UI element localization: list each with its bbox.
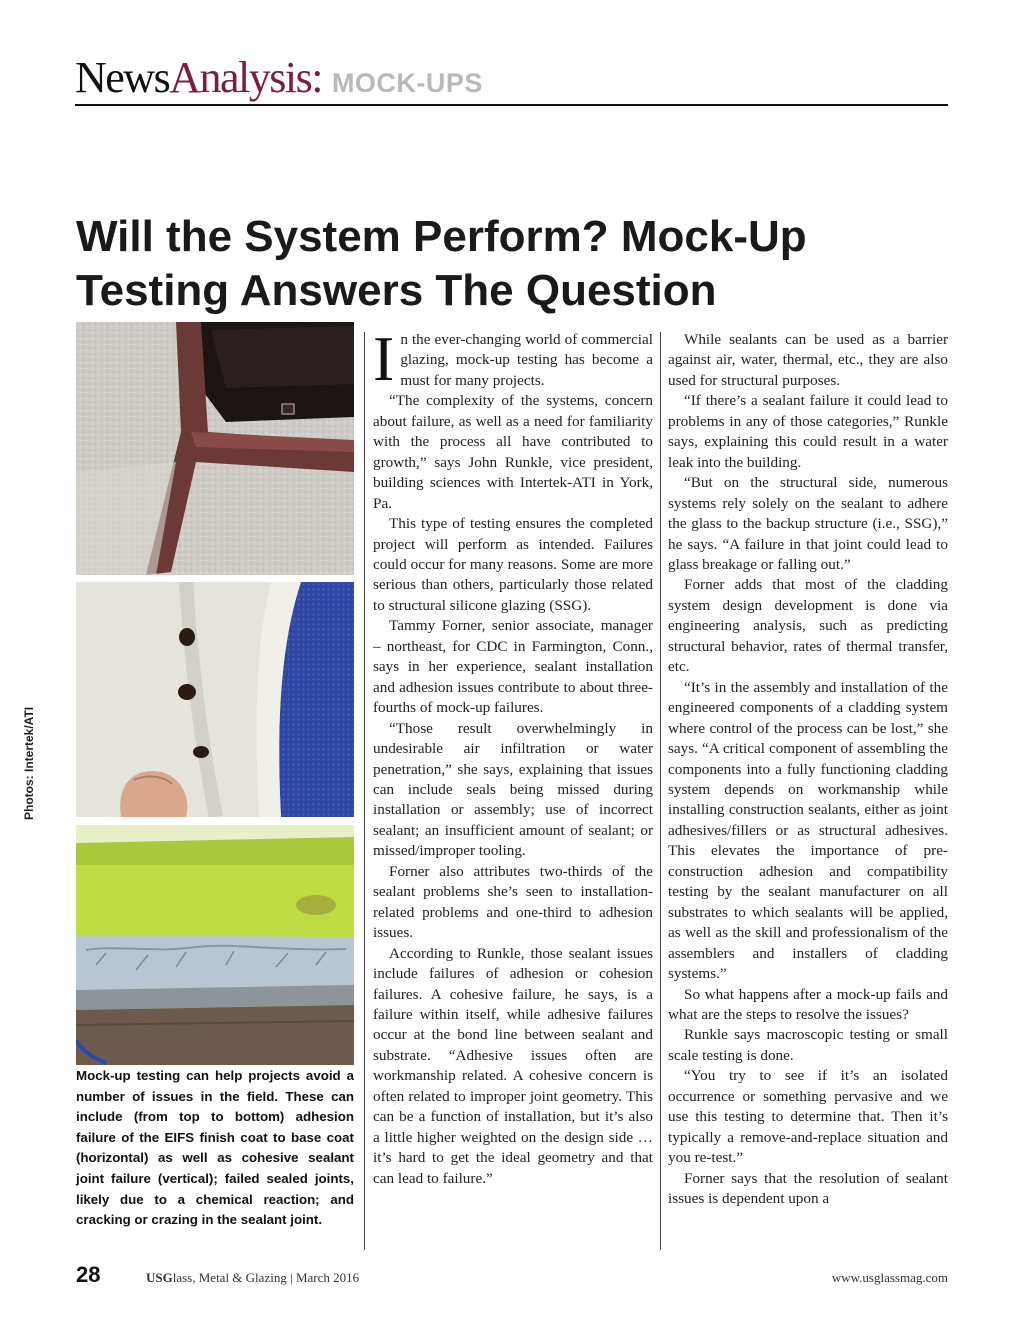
paragraph: “The complexity of the systems, concern about failure, as well as a need for familiarity with the process all have contributed to growth,” says John Runkle, vice president, building sciences with Intertek-ATI in York, Pa. bbox=[373, 392, 653, 512]
paragraph: “If there’s a sealant failure it could lead to problems in any of those categories,” Runkle says, explaining this could result in a water leak into the building. bbox=[668, 392, 948, 471]
issue-date: March 2016 bbox=[295, 1270, 360, 1285]
paragraph: While sealants can be used as a barrier against air, water, thermal, etc., they are also used for structural purposes. bbox=[668, 331, 948, 389]
photo-failed-sealed-joints bbox=[76, 582, 354, 817]
publication-line bbox=[146, 1270, 359, 1286]
column-rule bbox=[364, 332, 365, 1250]
paragraph: According to Runkle, those sealant issues include failures of adhesion or cohesion failures. A cohesive failure, he says, is a failure within itself, while adhesive failures occur at the bond line between sealant and substrate. “Adhesive issues often are workmanship related. A cohesive concern is often related to improper joint geometry. This can be a function of installation, but it’s also a little higher weighted on the design side … it’s hard to get the ideal geometry and that can lead to failure.” bbox=[373, 944, 653, 1187]
masthead-topic: MOCK-UPS bbox=[331, 68, 483, 98]
paragraph: “You try to see if it’s an isolated occurrence or something pervasive and we use this testing to determine that. Then it’s typically a remove-and-replace situation and you re-test.” bbox=[668, 1067, 948, 1167]
publication-name-bold: USG bbox=[146, 1270, 173, 1285]
paragraph-text: n the ever-changing world of commercial glazing, mock-up testing has become a must for many projects. bbox=[400, 331, 653, 389]
paragraph: Forner also attributes two-thirds of the sealant problems she’s seen to installation-related problems and one-third to adhesion issues. bbox=[373, 862, 653, 942]
photo-eifs-illustration bbox=[76, 322, 354, 575]
paragraph bbox=[373, 323, 653, 394]
photo-eifs-adhesion-failure bbox=[76, 322, 354, 575]
paragraph: “Those result overwhelmingly in undesirable air infiltration or water penetration,” she says, explaining that issues can include seals being missed during installation or assembly; use of incorrect sealant; an insufficient amount of sealant; or missed/improper tooling. bbox=[373, 719, 653, 860]
paragraph: This type of testing ensures the completed project will perform as intended. Failures could occur for many reasons. Some are more serious than others, particularly those related to structural silicone glazing (SSG). bbox=[373, 515, 653, 614]
paragraph: “It’s in the assembly and installation of the engineered components of a cladding system where control of the process can be lost,” she says. “A critical component of assembling the components into a fully functioning cladding system depends on workmanship while installing construction sealants, either as joint adhesives/fillers or as structural adhesives. This elevates the importance of pre-construction adhesion and compatibility testing by the sealant manufacturer on all substrates to which sealants will be applied, as well as the skill and professionalism of the assemblers and installers of cladding systems.” bbox=[668, 678, 948, 983]
paragraph: Forner adds that most of the cladding system design development is done via engineering analysis, such as predicting structural behavior, rates of thermal transfer, etc. bbox=[668, 576, 948, 676]
paragraph: Runkle says macroscopic testing or small scale testing is done. bbox=[668, 1026, 948, 1064]
column-rule bbox=[660, 332, 661, 1250]
masthead-rule bbox=[75, 104, 948, 106]
photo-joints-illustration bbox=[76, 582, 354, 817]
photo-sealant-crazing bbox=[76, 825, 354, 1065]
masthead bbox=[75, 52, 948, 108]
paragraph: Forner says that the resolution of sealant issues is dependent upon a bbox=[668, 1169, 948, 1208]
article-headline: Will the System Perform? Mock-Up Testing Answers The Question bbox=[76, 212, 807, 315]
website-url[interactable]: www.usglassmag.com bbox=[831, 1270, 948, 1285]
paragraph: “But on the structural side, numerous systems rely solely on the sealant to adhere the glass to the backup structure (i.e., SSG),” he says. “A failure in that joint could lead to glass breakage or falling out.” bbox=[668, 474, 948, 573]
article-column-1 bbox=[373, 323, 653, 1189]
paragraph: So what happens after a mock-up fails and what are the steps to resolve the issues? bbox=[668, 985, 948, 1023]
article-column-2 bbox=[668, 330, 948, 1209]
photo-crazing-illustration bbox=[76, 825, 354, 1065]
masthead-analysis: Analysis: bbox=[169, 53, 322, 102]
masthead-news: News bbox=[75, 53, 170, 102]
photo-caption: Mock-up testing can help projects avoid a number of issues in the field. These can include (from top to bottom) adhesion failure of the EIFS finish coat to base coat (horizontal) as well as cohesive sealant joint failure (vertical); failed sealed joints, likely due to a chemical reaction; and cracking or crazing in the sealant joint. bbox=[76, 1068, 354, 1228]
paragraph: Tammy Forner, senior associate, manager – northeast, for CDC in Farmington, Conn., says in her experience, sealant installation and adhesion issues contribute to about three-fourths of mock-up failures. bbox=[373, 617, 653, 717]
drop-cap: I bbox=[373, 323, 395, 394]
page-number: 28 bbox=[76, 1262, 101, 1287]
publication-name-rest: lass, Metal & Glazing bbox=[172, 1270, 287, 1285]
footer-separator: | bbox=[290, 1270, 293, 1285]
photo-credit: Photos: Intertek/ATI bbox=[22, 706, 36, 820]
